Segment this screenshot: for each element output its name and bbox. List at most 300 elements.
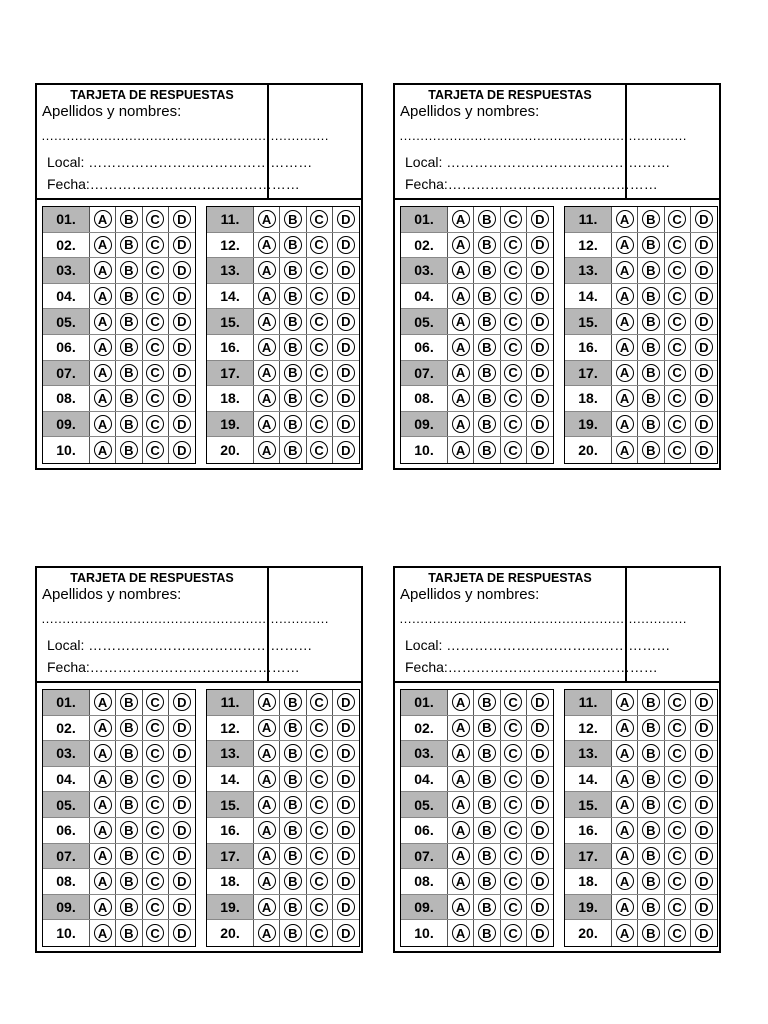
answer-bubble-d[interactable]: D: [173, 770, 191, 788]
answer-bubble-c[interactable]: C: [146, 389, 164, 407]
answer-bubble-c[interactable]: C: [310, 924, 328, 942]
answer-bubble-d[interactable]: D: [695, 364, 713, 382]
answer-bubble-a[interactable]: A: [94, 415, 112, 433]
answer-bubble-a[interactable]: A: [94, 898, 112, 916]
answer-bubble-a[interactable]: A: [94, 338, 112, 356]
answer-bubble-b[interactable]: B: [120, 847, 138, 865]
answer-bubble-b[interactable]: B: [478, 898, 496, 916]
answer-bubble-c[interactable]: C: [668, 441, 686, 459]
answer-bubble-d[interactable]: D: [531, 210, 549, 228]
answer-bubble-d[interactable]: D: [173, 719, 191, 737]
answer-bubble-c[interactable]: C: [668, 693, 686, 711]
answer-bubble-b[interactable]: B: [120, 872, 138, 890]
answer-bubble-a[interactable]: A: [94, 770, 112, 788]
answer-bubble-a[interactable]: A: [616, 898, 634, 916]
answer-bubble-b[interactable]: B: [284, 389, 302, 407]
answer-bubble-a[interactable]: A: [94, 364, 112, 382]
answer-bubble-a[interactable]: A: [452, 719, 470, 737]
answer-bubble-b[interactable]: B: [478, 847, 496, 865]
answer-bubble-c[interactable]: C: [310, 415, 328, 433]
answer-bubble-c[interactable]: C: [504, 287, 522, 305]
answer-bubble-a[interactable]: A: [258, 313, 276, 331]
answer-bubble-a[interactable]: A: [258, 847, 276, 865]
answer-bubble-d[interactable]: D: [173, 210, 191, 228]
answer-bubble-d[interactable]: D: [695, 236, 713, 254]
answer-bubble-d[interactable]: D: [695, 389, 713, 407]
answer-bubble-b[interactable]: B: [642, 821, 660, 839]
answer-bubble-d[interactable]: D: [695, 744, 713, 762]
local-field[interactable]: Local: …………………………………………: [47, 154, 313, 170]
answer-bubble-d[interactable]: D: [173, 389, 191, 407]
answer-bubble-b[interactable]: B: [642, 313, 660, 331]
answer-bubble-b[interactable]: B: [284, 847, 302, 865]
answer-bubble-c[interactable]: C: [668, 796, 686, 814]
answer-bubble-a[interactable]: A: [616, 872, 634, 890]
answer-bubble-a[interactable]: A: [616, 261, 634, 279]
answer-bubble-d[interactable]: D: [531, 770, 549, 788]
answer-bubble-a[interactable]: A: [452, 338, 470, 356]
answer-bubble-c[interactable]: C: [504, 236, 522, 254]
answer-bubble-b[interactable]: B: [284, 287, 302, 305]
answer-bubble-c[interactable]: C: [146, 261, 164, 279]
answer-bubble-b[interactable]: B: [478, 313, 496, 331]
answer-bubble-b[interactable]: B: [120, 287, 138, 305]
answer-bubble-b[interactable]: B: [120, 441, 138, 459]
answer-bubble-c[interactable]: C: [146, 210, 164, 228]
answer-bubble-c[interactable]: C: [668, 415, 686, 433]
answer-bubble-d[interactable]: D: [173, 338, 191, 356]
answer-bubble-b[interactable]: B: [642, 770, 660, 788]
answer-bubble-a[interactable]: A: [452, 441, 470, 459]
answer-bubble-a[interactable]: A: [94, 847, 112, 865]
answer-bubble-b[interactable]: B: [284, 210, 302, 228]
answer-bubble-a[interactable]: A: [258, 924, 276, 942]
answer-bubble-c[interactable]: C: [146, 744, 164, 762]
answer-bubble-d[interactable]: D: [337, 389, 355, 407]
answer-bubble-a[interactable]: A: [616, 389, 634, 407]
answer-bubble-d[interactable]: D: [531, 821, 549, 839]
answer-bubble-d[interactable]: D: [531, 924, 549, 942]
answer-bubble-c[interactable]: C: [504, 441, 522, 459]
answer-bubble-a[interactable]: A: [616, 796, 634, 814]
answer-bubble-b[interactable]: B: [642, 898, 660, 916]
answer-bubble-c[interactable]: C: [668, 338, 686, 356]
answer-bubble-c[interactable]: C: [310, 338, 328, 356]
answer-bubble-d[interactable]: D: [173, 872, 191, 890]
answer-bubble-d[interactable]: D: [337, 796, 355, 814]
answer-bubble-c[interactable]: C: [146, 693, 164, 711]
answer-bubble-a[interactable]: A: [452, 313, 470, 331]
answer-bubble-d[interactable]: D: [173, 261, 191, 279]
answer-bubble-d[interactable]: D: [337, 441, 355, 459]
answer-bubble-a[interactable]: A: [616, 770, 634, 788]
answer-bubble-b[interactable]: B: [284, 924, 302, 942]
answer-bubble-b[interactable]: B: [642, 719, 660, 737]
answer-bubble-d[interactable]: D: [337, 847, 355, 865]
answer-bubble-b[interactable]: B: [478, 287, 496, 305]
answer-bubble-a[interactable]: A: [258, 261, 276, 279]
answer-bubble-c[interactable]: C: [310, 364, 328, 382]
answer-bubble-d[interactable]: D: [337, 236, 355, 254]
answer-bubble-d[interactable]: D: [531, 744, 549, 762]
answer-bubble-b[interactable]: B: [478, 693, 496, 711]
answer-bubble-a[interactable]: A: [258, 415, 276, 433]
local-field[interactable]: Local: …………………………………………: [405, 154, 671, 170]
answer-bubble-a[interactable]: A: [452, 821, 470, 839]
answer-bubble-b[interactable]: B: [478, 796, 496, 814]
answer-bubble-b[interactable]: B: [642, 744, 660, 762]
answer-bubble-a[interactable]: A: [258, 287, 276, 305]
answer-bubble-b[interactable]: B: [120, 261, 138, 279]
answer-bubble-d[interactable]: D: [337, 313, 355, 331]
answer-bubble-a[interactable]: A: [94, 389, 112, 407]
answer-bubble-d[interactable]: D: [695, 821, 713, 839]
answer-bubble-d[interactable]: D: [173, 441, 191, 459]
answer-bubble-b[interactable]: B: [284, 796, 302, 814]
answer-bubble-d[interactable]: D: [173, 898, 191, 916]
answer-bubble-a[interactable]: A: [94, 744, 112, 762]
answer-bubble-b[interactable]: B: [284, 236, 302, 254]
answer-bubble-d[interactable]: D: [337, 210, 355, 228]
answer-bubble-c[interactable]: C: [668, 898, 686, 916]
answer-bubble-a[interactable]: A: [94, 796, 112, 814]
answer-bubble-a[interactable]: A: [616, 744, 634, 762]
fecha-field[interactable]: Fecha:………………………………………: [405, 176, 658, 192]
answer-bubble-b[interactable]: B: [642, 441, 660, 459]
answer-bubble-c[interactable]: C: [668, 313, 686, 331]
answer-bubble-c[interactable]: C: [668, 719, 686, 737]
answer-bubble-d[interactable]: D: [695, 313, 713, 331]
local-field[interactable]: Local: …………………………………………: [405, 637, 671, 653]
answer-bubble-c[interactable]: C: [310, 796, 328, 814]
name-field[interactable]: ……………………………………………………………: [41, 128, 329, 143]
answer-bubble-d[interactable]: D: [531, 389, 549, 407]
answer-bubble-b[interactable]: B: [284, 744, 302, 762]
answer-bubble-d[interactable]: D: [173, 364, 191, 382]
answer-bubble-b[interactable]: B: [642, 693, 660, 711]
answer-bubble-a[interactable]: A: [452, 744, 470, 762]
answer-bubble-b[interactable]: B: [120, 744, 138, 762]
answer-bubble-b[interactable]: B: [478, 441, 496, 459]
answer-bubble-a[interactable]: A: [452, 364, 470, 382]
answer-bubble-d[interactable]: D: [337, 287, 355, 305]
answer-bubble-c[interactable]: C: [668, 210, 686, 228]
answer-bubble-d[interactable]: D: [173, 847, 191, 865]
answer-bubble-b[interactable]: B: [642, 872, 660, 890]
answer-bubble-c[interactable]: C: [504, 821, 522, 839]
answer-bubble-d[interactable]: D: [337, 693, 355, 711]
answer-bubble-a[interactable]: A: [452, 261, 470, 279]
answer-bubble-a[interactable]: A: [452, 872, 470, 890]
answer-bubble-c[interactable]: C: [146, 236, 164, 254]
answer-bubble-b[interactable]: B: [120, 924, 138, 942]
answer-bubble-d[interactable]: D: [337, 261, 355, 279]
answer-bubble-a[interactable]: A: [258, 872, 276, 890]
answer-bubble-a[interactable]: A: [94, 441, 112, 459]
answer-bubble-c[interactable]: C: [146, 719, 164, 737]
answer-bubble-d[interactable]: D: [695, 847, 713, 865]
answer-bubble-a[interactable]: A: [94, 287, 112, 305]
answer-bubble-c[interactable]: C: [310, 898, 328, 916]
answer-bubble-d[interactable]: D: [173, 287, 191, 305]
answer-bubble-a[interactable]: A: [258, 770, 276, 788]
answer-bubble-b[interactable]: B: [120, 236, 138, 254]
answer-bubble-a[interactable]: A: [616, 338, 634, 356]
answer-bubble-b[interactable]: B: [120, 389, 138, 407]
answer-bubble-b[interactable]: B: [478, 770, 496, 788]
answer-bubble-b[interactable]: B: [642, 415, 660, 433]
answer-bubble-c[interactable]: C: [668, 364, 686, 382]
answer-bubble-d[interactable]: D: [695, 719, 713, 737]
answer-bubble-c[interactable]: C: [146, 338, 164, 356]
answer-bubble-a[interactable]: A: [452, 236, 470, 254]
answer-bubble-a[interactable]: A: [616, 415, 634, 433]
answer-bubble-d[interactable]: D: [695, 210, 713, 228]
answer-bubble-c[interactable]: C: [504, 261, 522, 279]
answer-bubble-b[interactable]: B: [478, 744, 496, 762]
answer-bubble-b[interactable]: B: [284, 693, 302, 711]
answer-bubble-d[interactable]: D: [173, 924, 191, 942]
answer-bubble-a[interactable]: A: [616, 693, 634, 711]
answer-bubble-a[interactable]: A: [452, 770, 470, 788]
answer-bubble-c[interactable]: C: [504, 313, 522, 331]
answer-bubble-c[interactable]: C: [310, 441, 328, 459]
answer-bubble-a[interactable]: A: [258, 693, 276, 711]
answer-bubble-d[interactable]: D: [337, 719, 355, 737]
answer-bubble-d[interactable]: D: [531, 898, 549, 916]
answer-bubble-a[interactable]: A: [258, 210, 276, 228]
answer-bubble-b[interactable]: B: [478, 210, 496, 228]
answer-bubble-b[interactable]: B: [120, 796, 138, 814]
answer-bubble-d[interactable]: D: [173, 415, 191, 433]
answer-bubble-d[interactable]: D: [337, 364, 355, 382]
answer-bubble-c[interactable]: C: [146, 796, 164, 814]
answer-bubble-b[interactable]: B: [284, 898, 302, 916]
answer-bubble-d[interactable]: D: [531, 338, 549, 356]
answer-bubble-d[interactable]: D: [337, 924, 355, 942]
answer-bubble-c[interactable]: C: [668, 389, 686, 407]
answer-bubble-d[interactable]: D: [695, 770, 713, 788]
answer-bubble-d[interactable]: D: [173, 744, 191, 762]
answer-bubble-c[interactable]: C: [504, 847, 522, 865]
answer-bubble-c[interactable]: C: [310, 287, 328, 305]
answer-bubble-b[interactable]: B: [120, 415, 138, 433]
answer-bubble-b[interactable]: B: [642, 389, 660, 407]
answer-bubble-b[interactable]: B: [284, 415, 302, 433]
answer-bubble-c[interactable]: C: [310, 389, 328, 407]
answer-bubble-d[interactable]: D: [695, 415, 713, 433]
answer-bubble-d[interactable]: D: [173, 821, 191, 839]
answer-bubble-b[interactable]: B: [478, 415, 496, 433]
answer-bubble-c[interactable]: C: [146, 821, 164, 839]
answer-bubble-d[interactable]: D: [337, 770, 355, 788]
answer-bubble-a[interactable]: A: [94, 261, 112, 279]
answer-bubble-d[interactable]: D: [531, 872, 549, 890]
answer-bubble-c[interactable]: C: [310, 236, 328, 254]
answer-bubble-d[interactable]: D: [695, 693, 713, 711]
answer-bubble-c[interactable]: C: [504, 719, 522, 737]
answer-bubble-c[interactable]: C: [146, 287, 164, 305]
answer-bubble-d[interactable]: D: [173, 313, 191, 331]
answer-bubble-d[interactable]: D: [531, 364, 549, 382]
answer-bubble-a[interactable]: A: [258, 898, 276, 916]
answer-bubble-b[interactable]: B: [478, 261, 496, 279]
local-field[interactable]: Local: …………………………………………: [47, 637, 313, 653]
answer-bubble-b[interactable]: B: [284, 313, 302, 331]
answer-bubble-b[interactable]: B: [284, 338, 302, 356]
answer-bubble-d[interactable]: D: [531, 847, 549, 865]
answer-bubble-c[interactable]: C: [310, 821, 328, 839]
answer-bubble-d[interactable]: D: [173, 236, 191, 254]
answer-bubble-b[interactable]: B: [642, 287, 660, 305]
answer-bubble-c[interactable]: C: [146, 898, 164, 916]
answer-bubble-a[interactable]: A: [452, 924, 470, 942]
answer-bubble-a[interactable]: A: [258, 744, 276, 762]
answer-bubble-d[interactable]: D: [531, 415, 549, 433]
answer-bubble-b[interactable]: B: [478, 236, 496, 254]
answer-bubble-d[interactable]: D: [531, 236, 549, 254]
answer-bubble-b[interactable]: B: [120, 313, 138, 331]
fecha-field[interactable]: Fecha:………………………………………: [47, 176, 300, 192]
answer-bubble-c[interactable]: C: [504, 770, 522, 788]
answer-bubble-d[interactable]: D: [173, 796, 191, 814]
answer-bubble-a[interactable]: A: [452, 287, 470, 305]
answer-bubble-b[interactable]: B: [120, 821, 138, 839]
answer-bubble-c[interactable]: C: [504, 796, 522, 814]
answer-bubble-d[interactable]: D: [337, 898, 355, 916]
answer-bubble-d[interactable]: D: [531, 441, 549, 459]
answer-bubble-c[interactable]: C: [668, 236, 686, 254]
answer-bubble-b[interactable]: B: [284, 441, 302, 459]
answer-bubble-c[interactable]: C: [310, 847, 328, 865]
answer-bubble-a[interactable]: A: [616, 847, 634, 865]
answer-bubble-b[interactable]: B: [284, 872, 302, 890]
answer-bubble-b[interactable]: B: [284, 719, 302, 737]
answer-bubble-c[interactable]: C: [146, 847, 164, 865]
answer-bubble-a[interactable]: A: [94, 872, 112, 890]
answer-bubble-b[interactable]: B: [478, 821, 496, 839]
answer-bubble-a[interactable]: A: [258, 236, 276, 254]
answer-bubble-c[interactable]: C: [668, 287, 686, 305]
answer-bubble-c[interactable]: C: [310, 261, 328, 279]
answer-bubble-a[interactable]: A: [616, 313, 634, 331]
answer-bubble-c[interactable]: C: [310, 770, 328, 788]
answer-bubble-a[interactable]: A: [616, 441, 634, 459]
answer-bubble-d[interactable]: D: [695, 924, 713, 942]
answer-bubble-a[interactable]: A: [94, 924, 112, 942]
answer-bubble-b[interactable]: B: [642, 236, 660, 254]
answer-bubble-c[interactable]: C: [504, 415, 522, 433]
answer-bubble-a[interactable]: A: [616, 821, 634, 839]
answer-bubble-a[interactable]: A: [94, 236, 112, 254]
answer-bubble-c[interactable]: C: [504, 693, 522, 711]
answer-bubble-b[interactable]: B: [478, 364, 496, 382]
answer-bubble-c[interactable]: C: [668, 261, 686, 279]
fecha-field[interactable]: Fecha:………………………………………: [405, 659, 658, 675]
answer-bubble-d[interactable]: D: [531, 313, 549, 331]
answer-bubble-d[interactable]: D: [695, 872, 713, 890]
answer-bubble-c[interactable]: C: [504, 338, 522, 356]
answer-bubble-d[interactable]: D: [695, 796, 713, 814]
answer-bubble-a[interactable]: A: [94, 210, 112, 228]
answer-bubble-d[interactable]: D: [695, 287, 713, 305]
answer-bubble-b[interactable]: B: [642, 924, 660, 942]
answer-bubble-b[interactable]: B: [642, 847, 660, 865]
answer-bubble-c[interactable]: C: [668, 847, 686, 865]
answer-bubble-c[interactable]: C: [668, 872, 686, 890]
answer-bubble-b[interactable]: B: [120, 898, 138, 916]
answer-bubble-a[interactable]: A: [452, 847, 470, 865]
answer-bubble-a[interactable]: A: [452, 796, 470, 814]
answer-bubble-c[interactable]: C: [146, 415, 164, 433]
answer-bubble-d[interactable]: D: [337, 744, 355, 762]
answer-bubble-a[interactable]: A: [258, 441, 276, 459]
answer-bubble-a[interactable]: A: [94, 693, 112, 711]
answer-bubble-c[interactable]: C: [668, 924, 686, 942]
answer-bubble-b[interactable]: B: [120, 364, 138, 382]
answer-bubble-a[interactable]: A: [616, 287, 634, 305]
answer-bubble-a[interactable]: A: [616, 236, 634, 254]
answer-bubble-a[interactable]: A: [616, 364, 634, 382]
answer-bubble-a[interactable]: A: [258, 364, 276, 382]
answer-bubble-b[interactable]: B: [642, 796, 660, 814]
answer-bubble-c[interactable]: C: [310, 744, 328, 762]
answer-bubble-c[interactable]: C: [146, 872, 164, 890]
fecha-field[interactable]: Fecha:………………………………………: [47, 659, 300, 675]
answer-bubble-d[interactable]: D: [695, 338, 713, 356]
answer-bubble-a[interactable]: A: [258, 821, 276, 839]
answer-bubble-a[interactable]: A: [452, 693, 470, 711]
answer-bubble-c[interactable]: C: [504, 210, 522, 228]
answer-bubble-a[interactable]: A: [452, 415, 470, 433]
answer-bubble-a[interactable]: A: [452, 210, 470, 228]
answer-bubble-d[interactable]: D: [531, 261, 549, 279]
answer-bubble-b[interactable]: B: [284, 364, 302, 382]
answer-bubble-d[interactable]: D: [337, 872, 355, 890]
answer-bubble-d[interactable]: D: [695, 441, 713, 459]
answer-bubble-a[interactable]: A: [616, 924, 634, 942]
answer-bubble-b[interactable]: B: [642, 364, 660, 382]
answer-bubble-a[interactable]: A: [258, 338, 276, 356]
answer-bubble-b[interactable]: B: [120, 338, 138, 356]
answer-bubble-c[interactable]: C: [146, 313, 164, 331]
answer-bubble-c[interactable]: C: [504, 389, 522, 407]
answer-bubble-b[interactable]: B: [478, 924, 496, 942]
answer-bubble-d[interactable]: D: [531, 796, 549, 814]
answer-bubble-a[interactable]: A: [616, 719, 634, 737]
answer-bubble-d[interactable]: D: [695, 898, 713, 916]
answer-bubble-a[interactable]: A: [258, 719, 276, 737]
answer-bubble-b[interactable]: B: [478, 389, 496, 407]
answer-bubble-b[interactable]: B: [642, 261, 660, 279]
answer-bubble-c[interactable]: C: [310, 693, 328, 711]
answer-bubble-c[interactable]: C: [310, 872, 328, 890]
answer-bubble-a[interactable]: A: [94, 821, 112, 839]
answer-bubble-b[interactable]: B: [284, 261, 302, 279]
answer-bubble-c[interactable]: C: [504, 898, 522, 916]
answer-bubble-c[interactable]: C: [146, 770, 164, 788]
answer-bubble-d[interactable]: D: [337, 415, 355, 433]
answer-bubble-c[interactable]: C: [668, 744, 686, 762]
answer-bubble-a[interactable]: A: [452, 898, 470, 916]
answer-bubble-b[interactable]: B: [284, 770, 302, 788]
answer-bubble-a[interactable]: A: [94, 719, 112, 737]
answer-bubble-c[interactable]: C: [310, 210, 328, 228]
answer-bubble-b[interactable]: B: [120, 210, 138, 228]
answer-bubble-a[interactable]: A: [94, 313, 112, 331]
answer-bubble-d[interactable]: D: [337, 821, 355, 839]
answer-bubble-d[interactable]: D: [531, 693, 549, 711]
